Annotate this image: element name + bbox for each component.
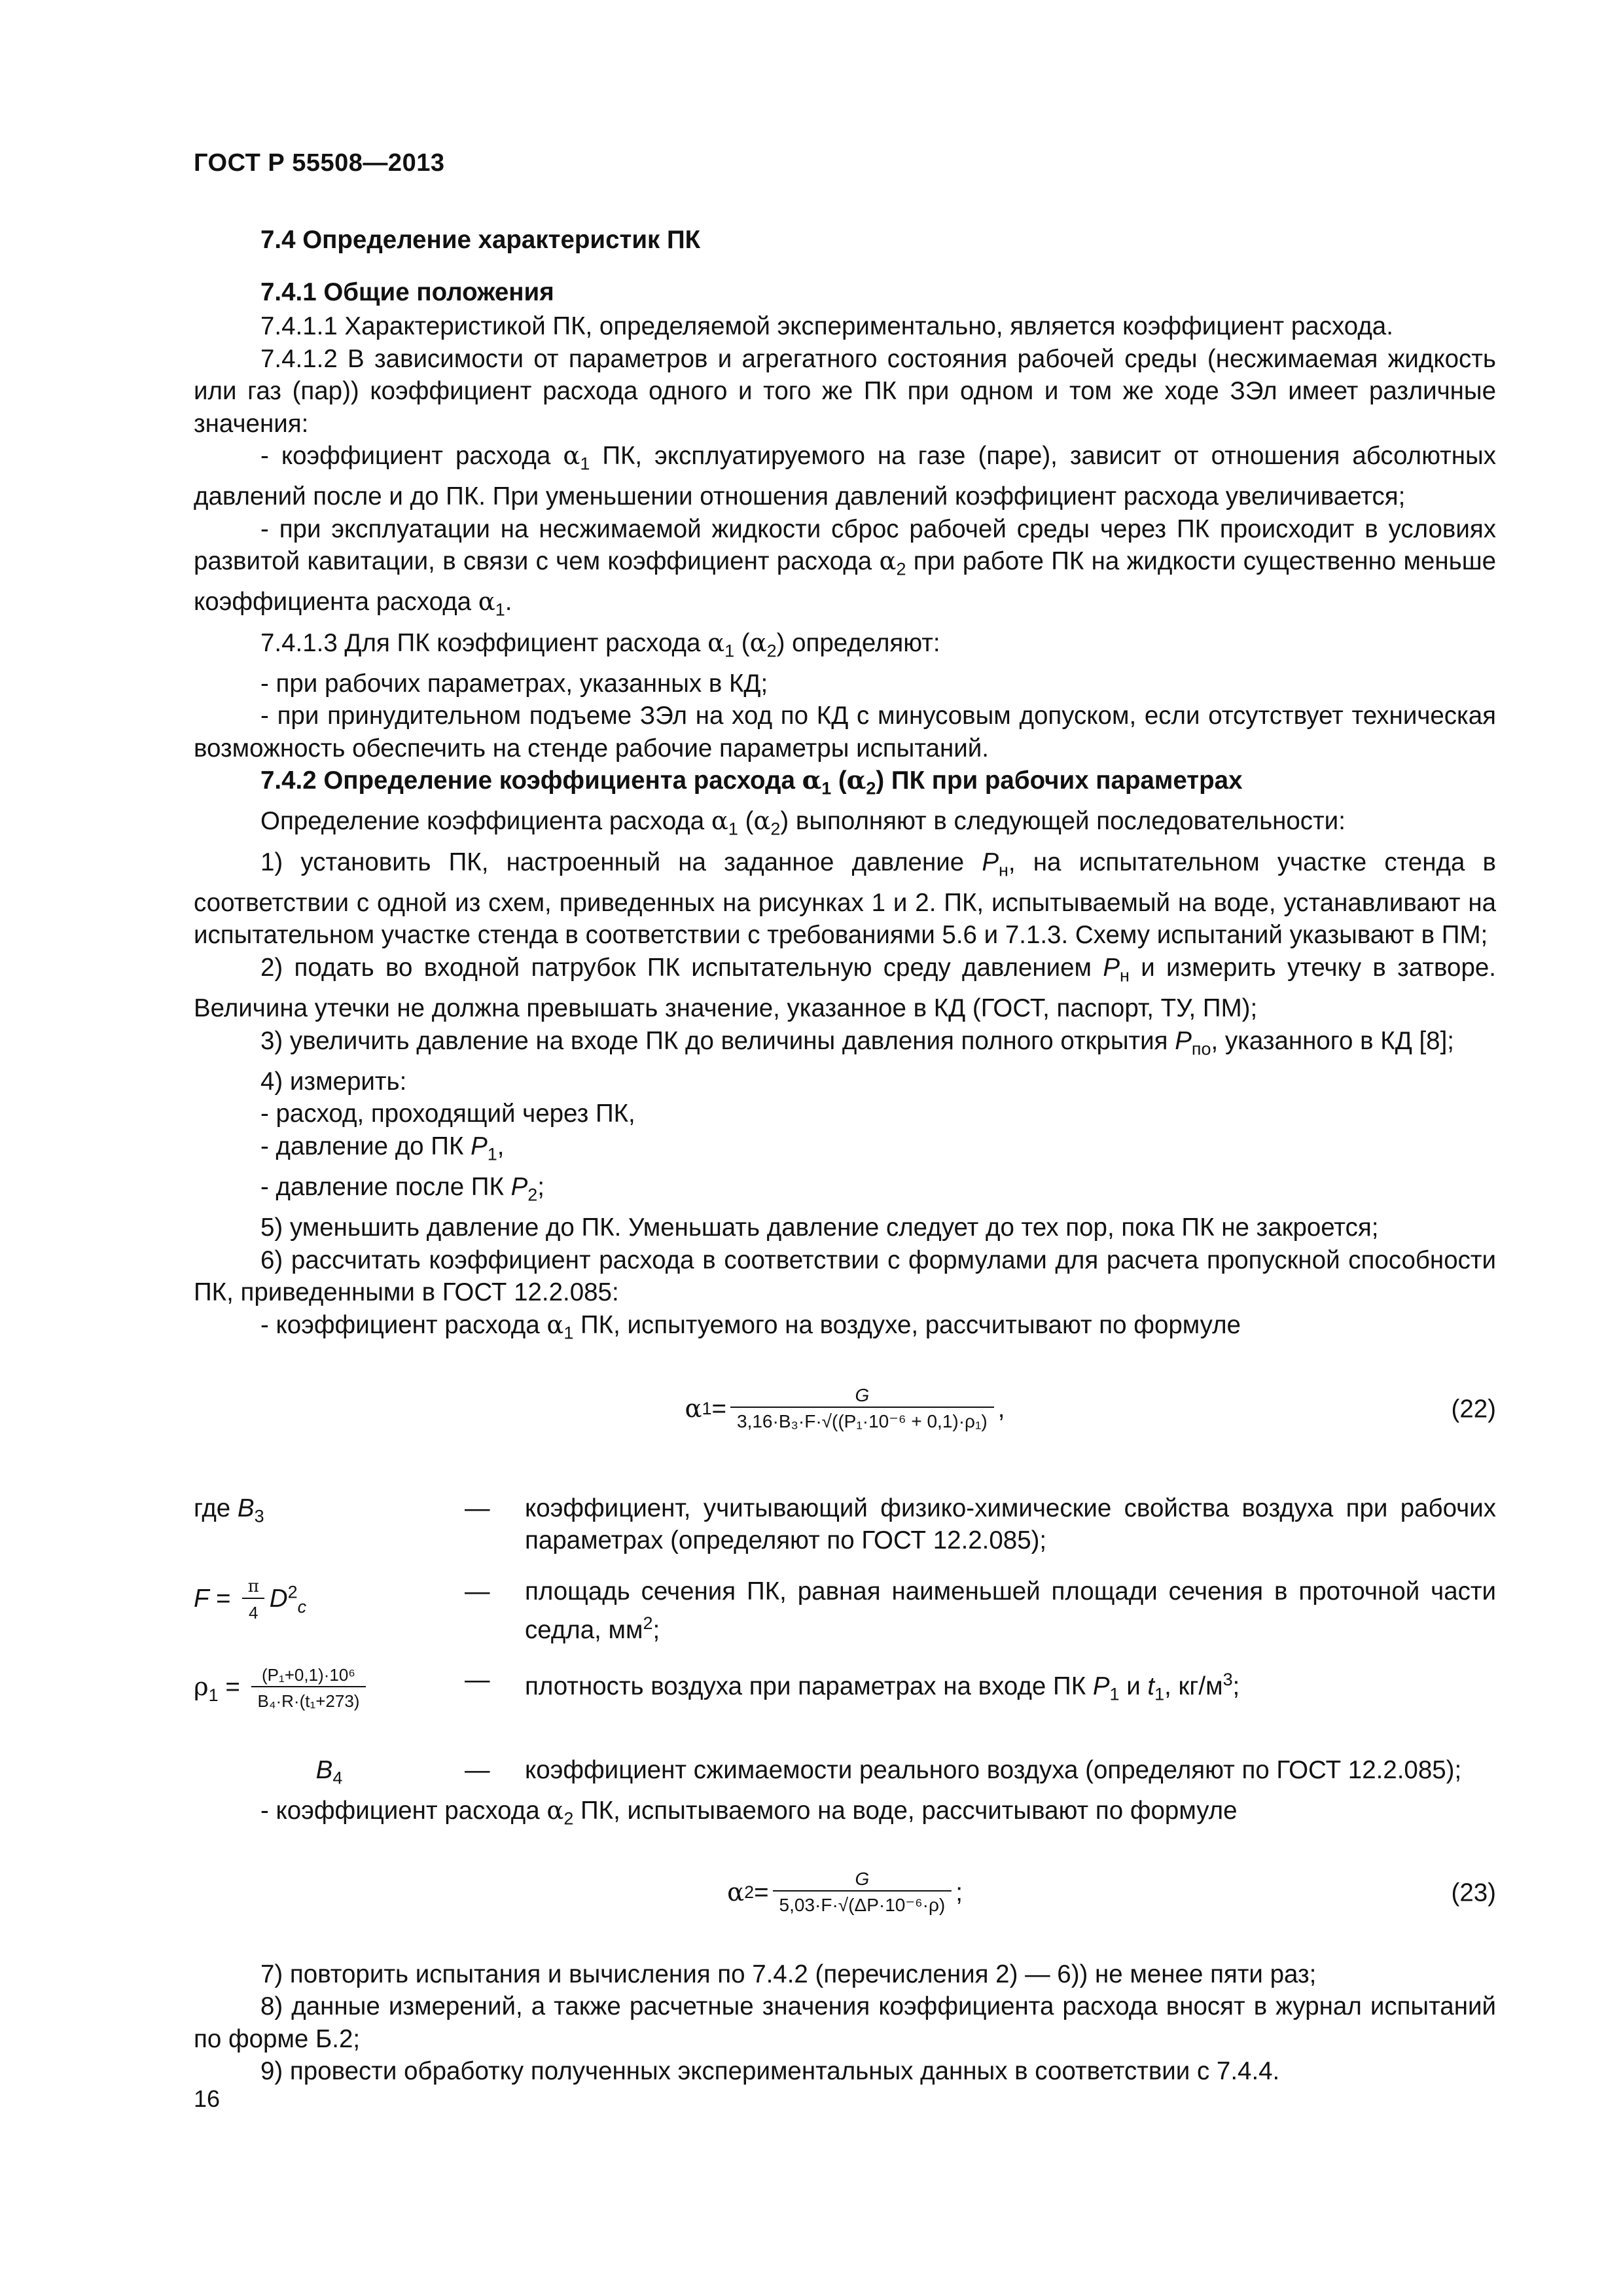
formula-23-body bbox=[194, 1857, 1496, 1929]
text: ; bbox=[1232, 1672, 1240, 1700]
subscript: 2 bbox=[766, 641, 777, 661]
text: - коэффициент расхода bbox=[260, 442, 563, 470]
text: ( bbox=[738, 807, 754, 836]
subscript: 1 bbox=[580, 454, 590, 474]
step-3 bbox=[194, 1025, 1496, 1066]
fraction-numerator: G bbox=[855, 1868, 870, 1889]
text: ; bbox=[652, 1616, 660, 1645]
definition-text bbox=[525, 1575, 1496, 1664]
subscript: 3 bbox=[254, 1506, 264, 1526]
fraction-numerator: π bbox=[247, 1576, 259, 1596]
fraction-denominator: B₄·R·(t₁+273) bbox=[251, 1686, 366, 1713]
definition-row bbox=[194, 1492, 1496, 1575]
subscript: 1 bbox=[1154, 1684, 1165, 1704]
paragraph-7-4-1-1: 7.4.1.1 Характеристикой ПК, определяемой экспериментально, является коэффициент расхода. bbox=[260, 312, 1393, 340]
alpha-symbol: α bbox=[546, 1795, 564, 1825]
paragraph-alpha1-gas bbox=[194, 440, 1496, 513]
symbol-d: D bbox=[269, 1584, 288, 1613]
equals-sign: = bbox=[711, 1395, 726, 1423]
definition-row bbox=[194, 1575, 1496, 1664]
text: - при эксплуатации на несжимаемой жидкости сброс рабочей среды через ПК происходит в условиях развитой кавитации, в связи с чем коэффициент расхода bbox=[194, 514, 1496, 576]
pressure-symbol: P bbox=[1103, 953, 1120, 982]
step-5: 5) уменьшить давление до ПК. Уменьшать давление следует до тех пор, пока ПК не закроется; bbox=[260, 1213, 1379, 1242]
subscript: 2 bbox=[896, 559, 906, 579]
formula-fraction bbox=[773, 1868, 952, 1918]
text: и измерить утечку в затворе. Величина утечки не должна превышать значение, указанное в КД (ГОСТ, паспорт, ТУ, ПМ); bbox=[194, 953, 1496, 1022]
formula-trail: , bbox=[997, 1395, 1005, 1423]
definition-row bbox=[194, 1664, 1496, 1754]
text: ПК, испытуемого на воздухе, рассчитывают по формуле bbox=[573, 1310, 1241, 1339]
subscript: c bbox=[297, 1596, 307, 1617]
text: 2) подать во входной патрубок ПК испытательную среду давлением bbox=[260, 953, 1103, 982]
paragraph-7-4-1-2: 7.4.1.2 В зависимости от параметров и агрегатного состояния рабочей среды (несжимаемая жидкость или газ (пар)) коэффициент расхода одного и того же ПК при одном и том же ходе ЗЭл имеет различные значения: bbox=[194, 344, 1496, 438]
text: при работе ПК на жидкости существенно меньше коэффициента расхода bbox=[194, 547, 1496, 617]
step-6: 6) рассчитать коэффициент расхода в соответствии с формулами для расчета пропускной способности ПК, приведенными в ГОСТ 12.2.085: bbox=[194, 1246, 1496, 1307]
subscript: 1 bbox=[495, 600, 505, 620]
subscript: 1 bbox=[208, 1685, 219, 1705]
subscript: 1 bbox=[1109, 1684, 1120, 1704]
pressure-symbol: P bbox=[1092, 1672, 1110, 1700]
subscript: 2 bbox=[527, 1185, 538, 1205]
paragraph-definition bbox=[194, 805, 1496, 846]
paragraph-forced-lift: - при принудительном подъеме ЗЭл на ход по КД с минусовым допуском, если отсутствует техническая возможность обеспечить на стенде рабочие параметры испытаний. bbox=[194, 702, 1496, 762]
step-8: 8) данные измерений, а также расчетные значения коэффициента расхода вносят в журнал испытаний по форме Б.2; bbox=[194, 1992, 1496, 2053]
formula-22 bbox=[194, 1367, 1496, 1451]
alpha-symbol: α bbox=[846, 766, 866, 796]
step-1 bbox=[194, 846, 1496, 952]
step-2 bbox=[194, 952, 1496, 1025]
pressure-symbol: P bbox=[982, 848, 999, 876]
text: ; bbox=[537, 1172, 544, 1201]
step-7: 7) повторить испытания и вычисления по 7.4.2 (перечисления 2) — 6)) не менее пяти раз; bbox=[260, 1960, 1317, 1988]
subscript: 1 bbox=[487, 1144, 497, 1164]
text: ( bbox=[734, 628, 750, 657]
alpha-symbol: α bbox=[753, 806, 771, 836]
step-4-p1 bbox=[194, 1130, 1496, 1171]
subscript: 1 bbox=[702, 1399, 712, 1418]
subscript: 1 bbox=[724, 641, 735, 661]
alpha-symbol: α bbox=[711, 806, 728, 836]
alpha-symbol: α bbox=[563, 441, 580, 471]
text: определяют: bbox=[785, 628, 940, 657]
definition-dash: — bbox=[465, 1494, 490, 1522]
definition-dash: — bbox=[465, 1577, 490, 1605]
paragraph-7-4-1-3 bbox=[194, 627, 1496, 668]
subscript: 2 bbox=[866, 778, 876, 798]
symbol-b4: B bbox=[315, 1755, 333, 1784]
text: 3) увеличить давление на входе ПК до величины давления полного открытия bbox=[260, 1026, 1175, 1055]
subscript: 1 bbox=[728, 819, 738, 840]
text: ) bbox=[780, 807, 789, 836]
pressure-symbol: P bbox=[471, 1132, 488, 1160]
formula-23 bbox=[194, 1857, 1496, 1929]
text: 7.4.2 Определение коэффициента расхода bbox=[260, 766, 802, 795]
alpha-symbol: α bbox=[802, 766, 822, 796]
text: - коэффициент расхода bbox=[260, 1796, 547, 1825]
alpha-symbol: α bbox=[879, 547, 897, 577]
subscript: н bbox=[999, 860, 1008, 880]
text: . bbox=[505, 588, 512, 617]
definition-text: коэффициент, учитывающий физико-химические свойства воздуха при рабочих параметрах (определяют по ГОСТ 12.2.085); bbox=[525, 1494, 1496, 1555]
text: ПК, испытываемого на воде, рассчитывают по формуле bbox=[573, 1796, 1238, 1825]
water-formula-intro bbox=[194, 1795, 1496, 1835]
definition-text: коэффициент сжимаемости реального воздуха (определяют по ГОСТ 12.2.085); bbox=[525, 1755, 1462, 1784]
text: ) bbox=[876, 766, 885, 795]
heading-7-4: 7.4 Определение характеристик ПК bbox=[260, 226, 701, 254]
text: ( bbox=[831, 766, 847, 795]
definition-symbol bbox=[194, 1664, 465, 1754]
text: плотность воздуха при параметрах на входе ПК bbox=[525, 1672, 1093, 1700]
fraction-numerator: G bbox=[855, 1384, 870, 1405]
alpha-symbol: α bbox=[749, 628, 767, 658]
text: ) bbox=[776, 628, 785, 657]
text: где bbox=[194, 1494, 238, 1522]
formula-trail: ; bbox=[955, 1878, 963, 1907]
subscript: 2 bbox=[563, 1808, 574, 1829]
fraction-denominator: 3,16·B₃·F·√((P₁·10⁻⁶ + 0,1)·ρ₁) bbox=[730, 1407, 994, 1434]
text: 1) установить ПК, настроенный на заданное давление bbox=[260, 848, 982, 876]
alpha-symbol: α bbox=[707, 628, 725, 658]
where-definitions bbox=[194, 1492, 1496, 1795]
definition-dash: — bbox=[465, 1665, 490, 1694]
subscript: 1 bbox=[821, 778, 832, 798]
text: и bbox=[1119, 1672, 1148, 1700]
step-4: 4) измерить: bbox=[260, 1067, 407, 1096]
equals-sign: = bbox=[218, 1672, 247, 1701]
subscript: 1 bbox=[563, 1323, 574, 1343]
subscript: н bbox=[1120, 965, 1130, 986]
subscript: 2 bbox=[770, 819, 781, 840]
text: , на испытательном участке стенда в соответствии с одной из схем, приведенных на рисунках 1 и 2. ПК, испытываемый на воде, устанавливают на испытательном участке стенда в соответствии с требованиями 5.6 и 7.1.3. Схему испытаний указывают в ПМ; bbox=[194, 848, 1496, 950]
definition-dash: — bbox=[465, 1755, 490, 1784]
alpha-symbol: α bbox=[478, 587, 495, 617]
equation-number: (23) bbox=[1451, 1878, 1496, 1907]
symbol-rho: ρ bbox=[194, 1672, 209, 1702]
subscript: 2 bbox=[744, 1882, 755, 1903]
text: ПК, эксплуатируемого на газе (паре), зависит от отношения абсолютных давлений после и до ПК. При уменьшении отношения давлений коэффициент расхода увеличивается; bbox=[194, 442, 1496, 511]
superscript: 3 bbox=[1222, 1669, 1233, 1689]
document-header: ГОСТ Р 55508—2013 bbox=[194, 149, 445, 177]
definition-symbol bbox=[194, 1575, 465, 1664]
text: - коэффициент расхода bbox=[260, 1310, 547, 1339]
subscript: по bbox=[1191, 1039, 1211, 1059]
equation-number: (22) bbox=[1451, 1395, 1496, 1423]
paragraph-kd: - при рабочих параметрах, указанных в КД; bbox=[260, 669, 768, 698]
superscript: 2 bbox=[287, 1582, 298, 1602]
heading-7-4-1: 7.4.1 Общие положения bbox=[260, 278, 554, 306]
formula-22-body bbox=[194, 1367, 1496, 1451]
equals-sign: = bbox=[754, 1878, 769, 1907]
step-9: 9) провести обработку полученных экспериментальных данных в соответствии с 7.4.4. bbox=[260, 2057, 1280, 2086]
symbol-b3: B bbox=[237, 1494, 255, 1522]
formula-lhs: α bbox=[685, 1394, 702, 1424]
pressure-symbol: P bbox=[1175, 1026, 1192, 1055]
text: площадь сечения ПК, равная наименьшей площади сечения в проточной части седла, мм bbox=[525, 1577, 1496, 1645]
pressure-symbol: P bbox=[510, 1172, 528, 1201]
page-number: 16 bbox=[194, 2085, 221, 2112]
superscript: 2 bbox=[643, 1613, 653, 1634]
text: 7.4.1.3 Для ПК коэффициент расхода bbox=[260, 628, 708, 657]
text: - давление после ПК bbox=[260, 1172, 511, 1201]
pi-over-4 bbox=[241, 1575, 266, 1625]
paragraph-cavitation bbox=[194, 513, 1496, 627]
formula-lhs: α bbox=[727, 1878, 745, 1908]
heading-7-4-2 bbox=[194, 764, 1496, 805]
alpha-symbol: α bbox=[546, 1310, 564, 1340]
fraction-denominator: 4 bbox=[242, 1598, 264, 1625]
air-formula-intro bbox=[194, 1309, 1496, 1350]
definition-symbol bbox=[194, 1754, 465, 1795]
symbol-f: F = bbox=[194, 1584, 238, 1613]
definition-row bbox=[194, 1754, 1496, 1795]
subscript: 4 bbox=[332, 1768, 343, 1788]
step-4-flow: - расход, проходящий через ПК, bbox=[260, 1100, 635, 1128]
rho-fraction bbox=[251, 1664, 366, 1713]
document-body bbox=[194, 224, 1496, 2088]
text: ПК при рабочих параметрах bbox=[884, 766, 1243, 795]
formula-fraction bbox=[730, 1384, 994, 1434]
text: Определение коэффициента расхода bbox=[260, 807, 711, 836]
text: , указанного в КД [8]; bbox=[1211, 1026, 1454, 1055]
temperature-symbol: t bbox=[1147, 1672, 1155, 1700]
text: выполняют в следующей последовательности: bbox=[789, 807, 1346, 836]
definition-text bbox=[525, 1664, 1496, 1754]
text: , кг/м bbox=[1164, 1672, 1223, 1700]
text: , bbox=[497, 1132, 505, 1160]
definition-symbol bbox=[194, 1492, 465, 1575]
text: - давление до ПК bbox=[260, 1132, 471, 1160]
fraction-denominator: 5,03·F·√(ΔP·10⁻⁶·ρ) bbox=[773, 1890, 952, 1918]
fraction-numerator: (P₁+0,1)·10⁶ bbox=[261, 1664, 355, 1685]
step-4-p2 bbox=[194, 1171, 1496, 1211]
